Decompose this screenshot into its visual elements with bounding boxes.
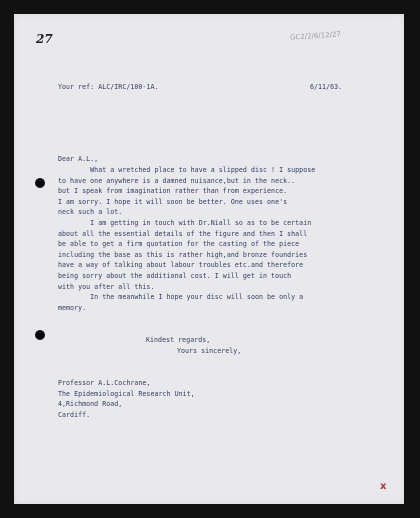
- folio-number: 27: [36, 32, 53, 46]
- body-line: to have one anywhere is a damned nuisance,but in the neck..: [58, 176, 296, 185]
- closing: Kindest regards,: [146, 336, 211, 344]
- signoff: Yours sincerely,: [177, 347, 242, 355]
- address-line: The Epidemiological Research Unit,: [58, 389, 195, 398]
- address-line: Cardiff.: [58, 410, 91, 419]
- body-line: including the base as this is rather high,and bronze foundries: [58, 250, 308, 259]
- corner-mark: x: [380, 481, 387, 492]
- body-line: about all the essential details of the figure and then I shall: [58, 229, 308, 238]
- body-line: What a wretched place to have a slipped disc ! I suppose: [58, 166, 316, 174]
- body-line: memory.: [58, 303, 87, 312]
- body-line: have a way of talking about labour troubles etc.and therefore: [58, 261, 304, 270]
- body-line: be able to get a firm quotation for the casting of the piece: [58, 240, 300, 249]
- body-line: In the meanwhile I hope your disc will soon be only a: [58, 293, 304, 302]
- archive-reference: GC2/2/6/12/27: [289, 30, 342, 42]
- your-reference: Your ref: ALC/IRC/100-1A.: [58, 83, 159, 91]
- letter-date: 6/11/63.: [310, 83, 343, 91]
- salutation: Dear A.L.,: [58, 155, 99, 163]
- body-line: with you after all this.: [58, 282, 155, 291]
- punch-hole-top: [35, 178, 45, 188]
- body-line: neck such a lot.: [58, 208, 123, 217]
- body-line: I am getting in touch with Dr.Niall so as to be certain: [58, 219, 312, 227]
- body-line: I am sorry. I hope it will soon be better. One uses one's: [58, 197, 288, 206]
- body-line: being sorry about the additional cost. I will get in touch: [58, 272, 292, 280]
- address-line: 4,Richmond Road,: [58, 400, 123, 409]
- body-line: but I speak from imagination rather than from experience.: [58, 187, 288, 196]
- address-line: Professor A.L.Cochrane,: [58, 379, 151, 387]
- punch-hole-bottom: [35, 330, 45, 340]
